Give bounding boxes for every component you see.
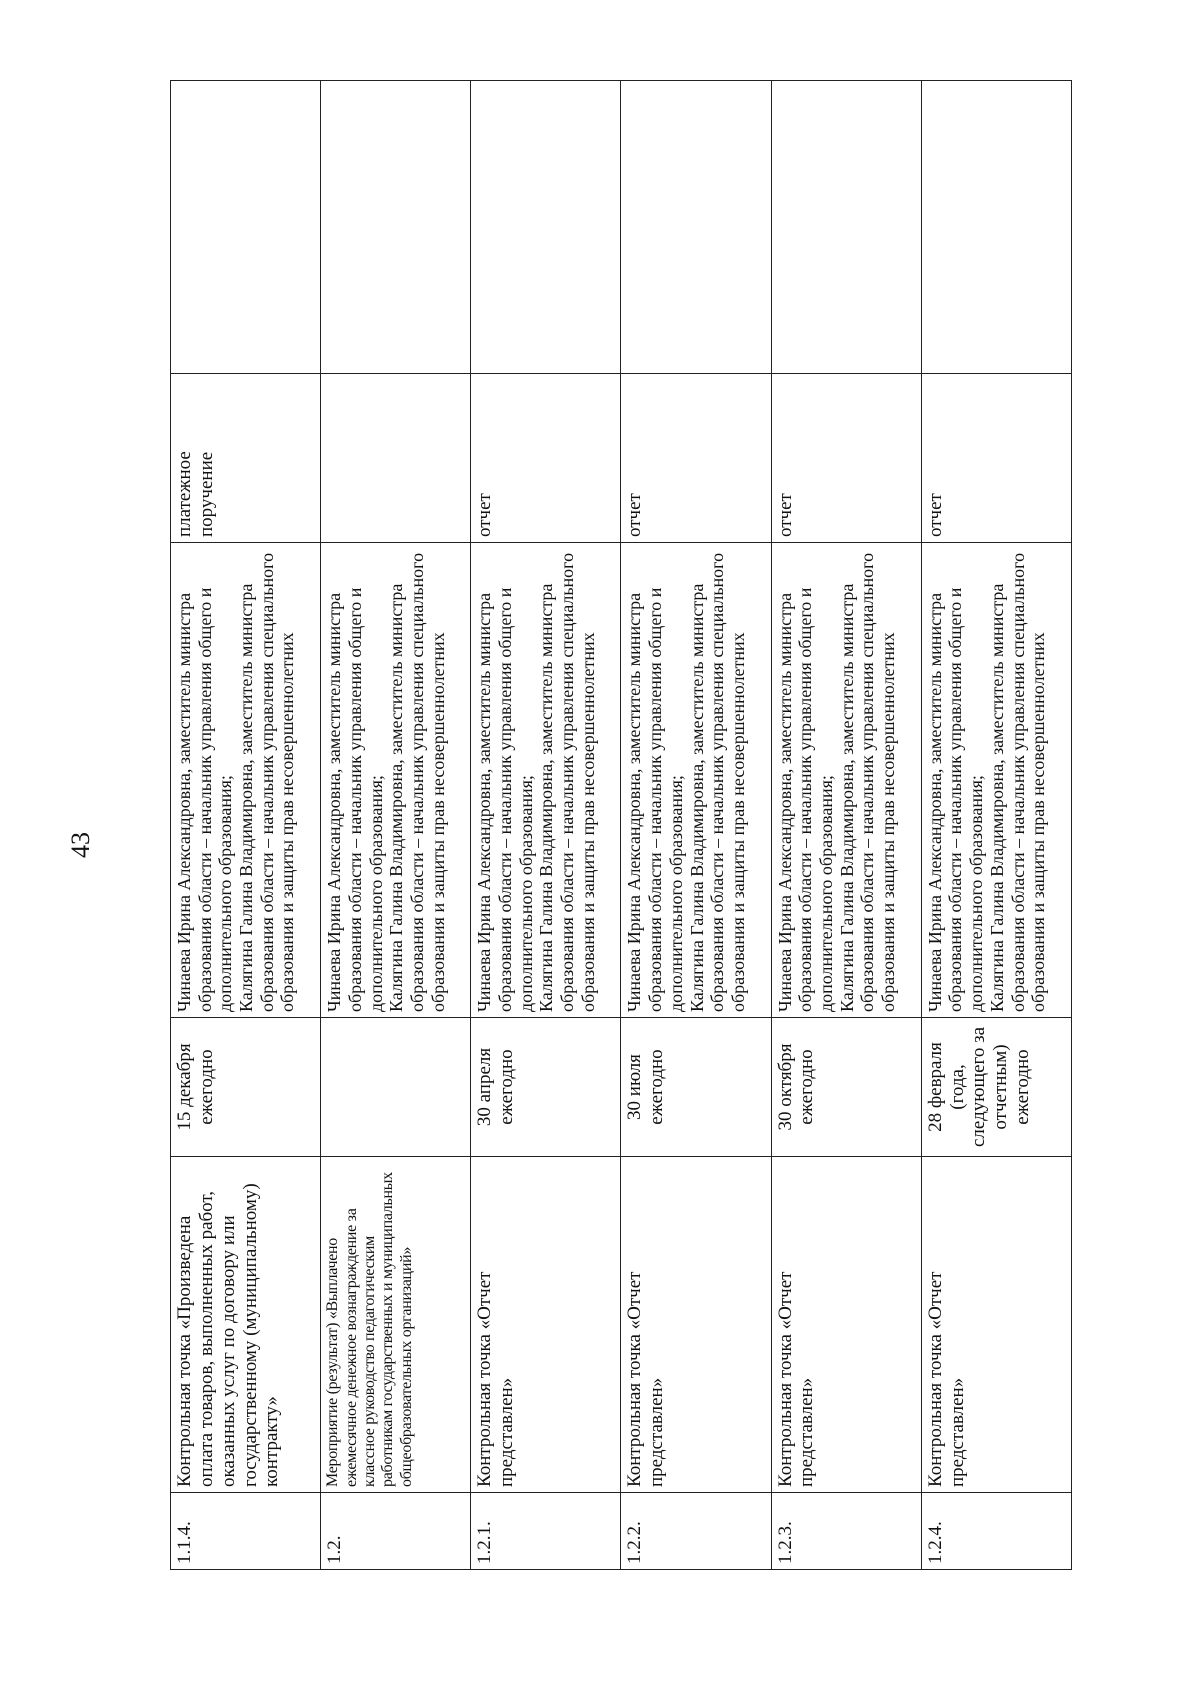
- row-extra: [471, 81, 621, 374]
- row-document: отчет: [771, 374, 921, 543]
- row-extra: [321, 81, 471, 374]
- table-row: [171, 81, 321, 1570]
- row-document: отчет: [471, 374, 621, 543]
- row-name: Контрольная точка «Отчет представлен»: [471, 1157, 621, 1493]
- responsible-2: Калягина Галина Владимировна, заместитель министра образования области – начальник управления специального образования и защиты прав несовершеннолетних: [836, 552, 899, 1012]
- row-name: Мероприятие (результат) «Выплачено ежемесячное денежное вознаграждение за классное руководство педагогическим работникам государственных и муниципальных общеобразовательных организаций»: [321, 1157, 471, 1493]
- row-responsible: [771, 543, 921, 1018]
- row-extra: [771, 81, 921, 374]
- page-number: 43: [66, 832, 95, 858]
- row-date: [321, 1018, 471, 1157]
- row-number: 1.2.: [321, 1493, 471, 1570]
- row-document: отчет: [621, 374, 771, 543]
- row-document: [321, 374, 471, 543]
- row-date: 30 июля ежегодно: [621, 1018, 771, 1157]
- responsible-2: Калягина Галина Владимировна, заместитель министра образования области – начальник управления специального образования и защиты прав несовершеннолетних: [686, 552, 748, 1012]
- responsible-1: Чинаева Ирина Александровна, заместитель министра образования области – начальник управления общего и дополнительного образования;: [174, 587, 236, 1012]
- row-document: отчет: [921, 374, 1071, 543]
- responsible-1: Чинаева Ирина Александровна, заместитель министра образования области – начальник управления общего и дополнительного образования;: [924, 587, 987, 1012]
- rotated-table-wrapper: [170, 80, 1072, 1570]
- row-number: 1.2.2.: [621, 1493, 771, 1570]
- row-number: 1.2.1.: [471, 1493, 621, 1570]
- row-responsible: [321, 543, 471, 1018]
- row-date: 30 апреля ежегодно: [471, 1018, 621, 1157]
- row-document: платежное поручение: [171, 374, 321, 543]
- row-name: Контрольная точка «Отчет представлен»: [771, 1157, 921, 1493]
- row-number: 1.1.4.: [171, 1493, 321, 1570]
- row-name: Контрольная точка «Произведена оплата товаров, выполненных работ, оказанных услуг по договору или государственному (муниципальному) контракту»: [171, 1157, 321, 1493]
- row-number: 1.2.4.: [921, 1493, 1071, 1570]
- table-row: [471, 81, 621, 1570]
- row-responsible: [171, 543, 321, 1018]
- row-responsible: [471, 543, 621, 1018]
- row-date: 30 октября ежегодно: [771, 1018, 921, 1157]
- row-responsible: [921, 543, 1071, 1018]
- responsible-1: Чинаева Ирина Александровна, заместитель министра образования области – начальник управления общего и дополнительного образования;: [474, 587, 536, 1012]
- row-responsible: [621, 543, 771, 1018]
- table-row: [621, 81, 771, 1570]
- plan-table: [170, 80, 1072, 1570]
- row-name: Контрольная точка «Отчет представлен»: [921, 1157, 1071, 1493]
- table-row: [321, 81, 471, 1570]
- row-name: Контрольная точка «Отчет представлен»: [621, 1157, 771, 1493]
- row-extra: [171, 81, 321, 374]
- row-extra: [621, 81, 771, 374]
- table-row: [921, 81, 1071, 1570]
- responsible-2: Калягина Галина Владимировна, заместитель министра образования области – начальник управления специального образования и защиты прав несовершеннолетних: [536, 552, 598, 1012]
- responsible-2: Калягина Галина Владимировна, заместитель министра образования области – начальник управления специального образования и защиты прав несовершеннолетних: [986, 552, 1049, 1012]
- responsible-1: Чинаева Ирина Александровна, заместитель министра образования области – начальник управления общего и дополнительного образования;: [624, 587, 686, 1012]
- responsible-1: Чинаева Ирина Александровна, заместитель министра образования области – начальник управления общего и дополнительного образования;: [774, 587, 836, 1012]
- row-date: 28 февраля (года, следующего за отчетным) ежегодно: [921, 1018, 1071, 1157]
- responsible-1: Чинаева Ирина Александровна, заместитель министра образования области – начальник управления общего и дополнительного образования;: [324, 587, 386, 1012]
- row-date: 15 декабря ежегодно: [171, 1018, 321, 1157]
- row-number: 1.2.3.: [771, 1493, 921, 1570]
- responsible-2: Калягина Галина Владимировна, заместитель министра образования области – начальник управления специального образования и защиты прав несовершеннолетних: [386, 552, 448, 1012]
- row-extra: [921, 81, 1071, 374]
- responsible-2: Калягина Галина Владимировна, заместитель министра образования области – начальник управления специального образования и защиты прав несовершеннолетних: [236, 552, 298, 1012]
- table-row: [771, 81, 921, 1570]
